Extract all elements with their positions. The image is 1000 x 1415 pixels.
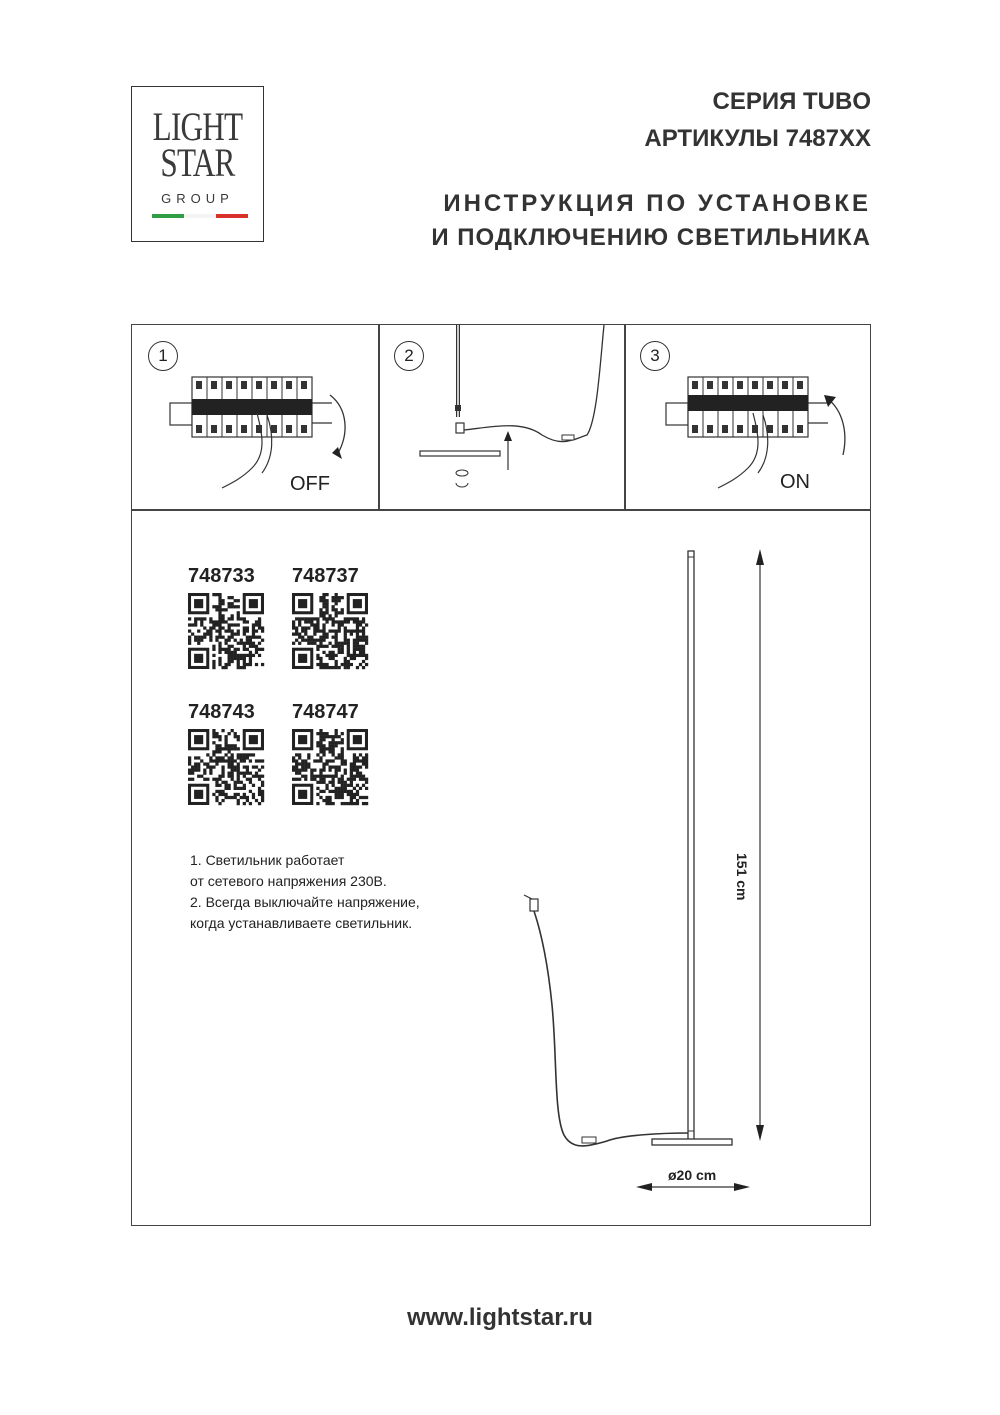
note-line: когда устанавливаете светильник. [190,915,413,931]
qr-code-icon [188,593,264,669]
logo-line-group: GROUP [161,191,234,206]
instruction-title-line1: ИНСТРУКЦИЯ ПО УСТАНОВКЕ [443,190,871,217]
circuit-breaker-off-icon [162,373,362,493]
lightstar-logo [131,86,264,242]
instruction-title-line2: И ПОДКЛЮЧЕНИЮ СВЕТИЛЬНИКА [431,224,871,251]
product-code: 748733 [188,565,255,587]
series-title: СЕРИЯ TUBO [712,88,871,115]
footer-website[interactable]: www.lightstar.ru [407,1304,593,1331]
circuit-breaker-on-icon [658,373,858,493]
product-code: 748743 [188,701,255,723]
product-code: 748747 [292,701,359,723]
base-diameter-dimension: ø20 cm [668,1167,717,1183]
step-divider [378,325,380,509]
breaker-off-label: OFF [290,473,330,495]
lamp-assembly-icon [412,325,612,495]
italian-flag-icon [152,214,248,218]
panel-divider [132,509,870,511]
logo-line-light: LIGHT [152,104,243,149]
qr-code-icon [292,593,368,669]
floor-lamp-drawing [512,535,772,1215]
articles-title: АРТИКУЛЫ 7487XX [644,125,871,152]
note-line: 2. Всегда выключайте напряжение, [190,894,420,910]
logo-line-star: STAR [160,140,235,185]
qr-code-icon [188,729,264,805]
height-dimension: 151 cm [734,853,750,901]
qr-code-icon [292,729,368,805]
note-line: от сетевого напряжения 230В. [190,873,387,889]
step-divider [624,325,626,509]
note-line: 1. Светильник работает [190,852,345,868]
step-3-number: 3 [640,341,670,371]
breaker-on-label: ON [780,471,810,493]
step-1-number: 1 [148,341,178,371]
product-code: 748737 [292,565,359,587]
step-2-number: 2 [394,341,424,371]
instruction-panel [131,324,871,1226]
